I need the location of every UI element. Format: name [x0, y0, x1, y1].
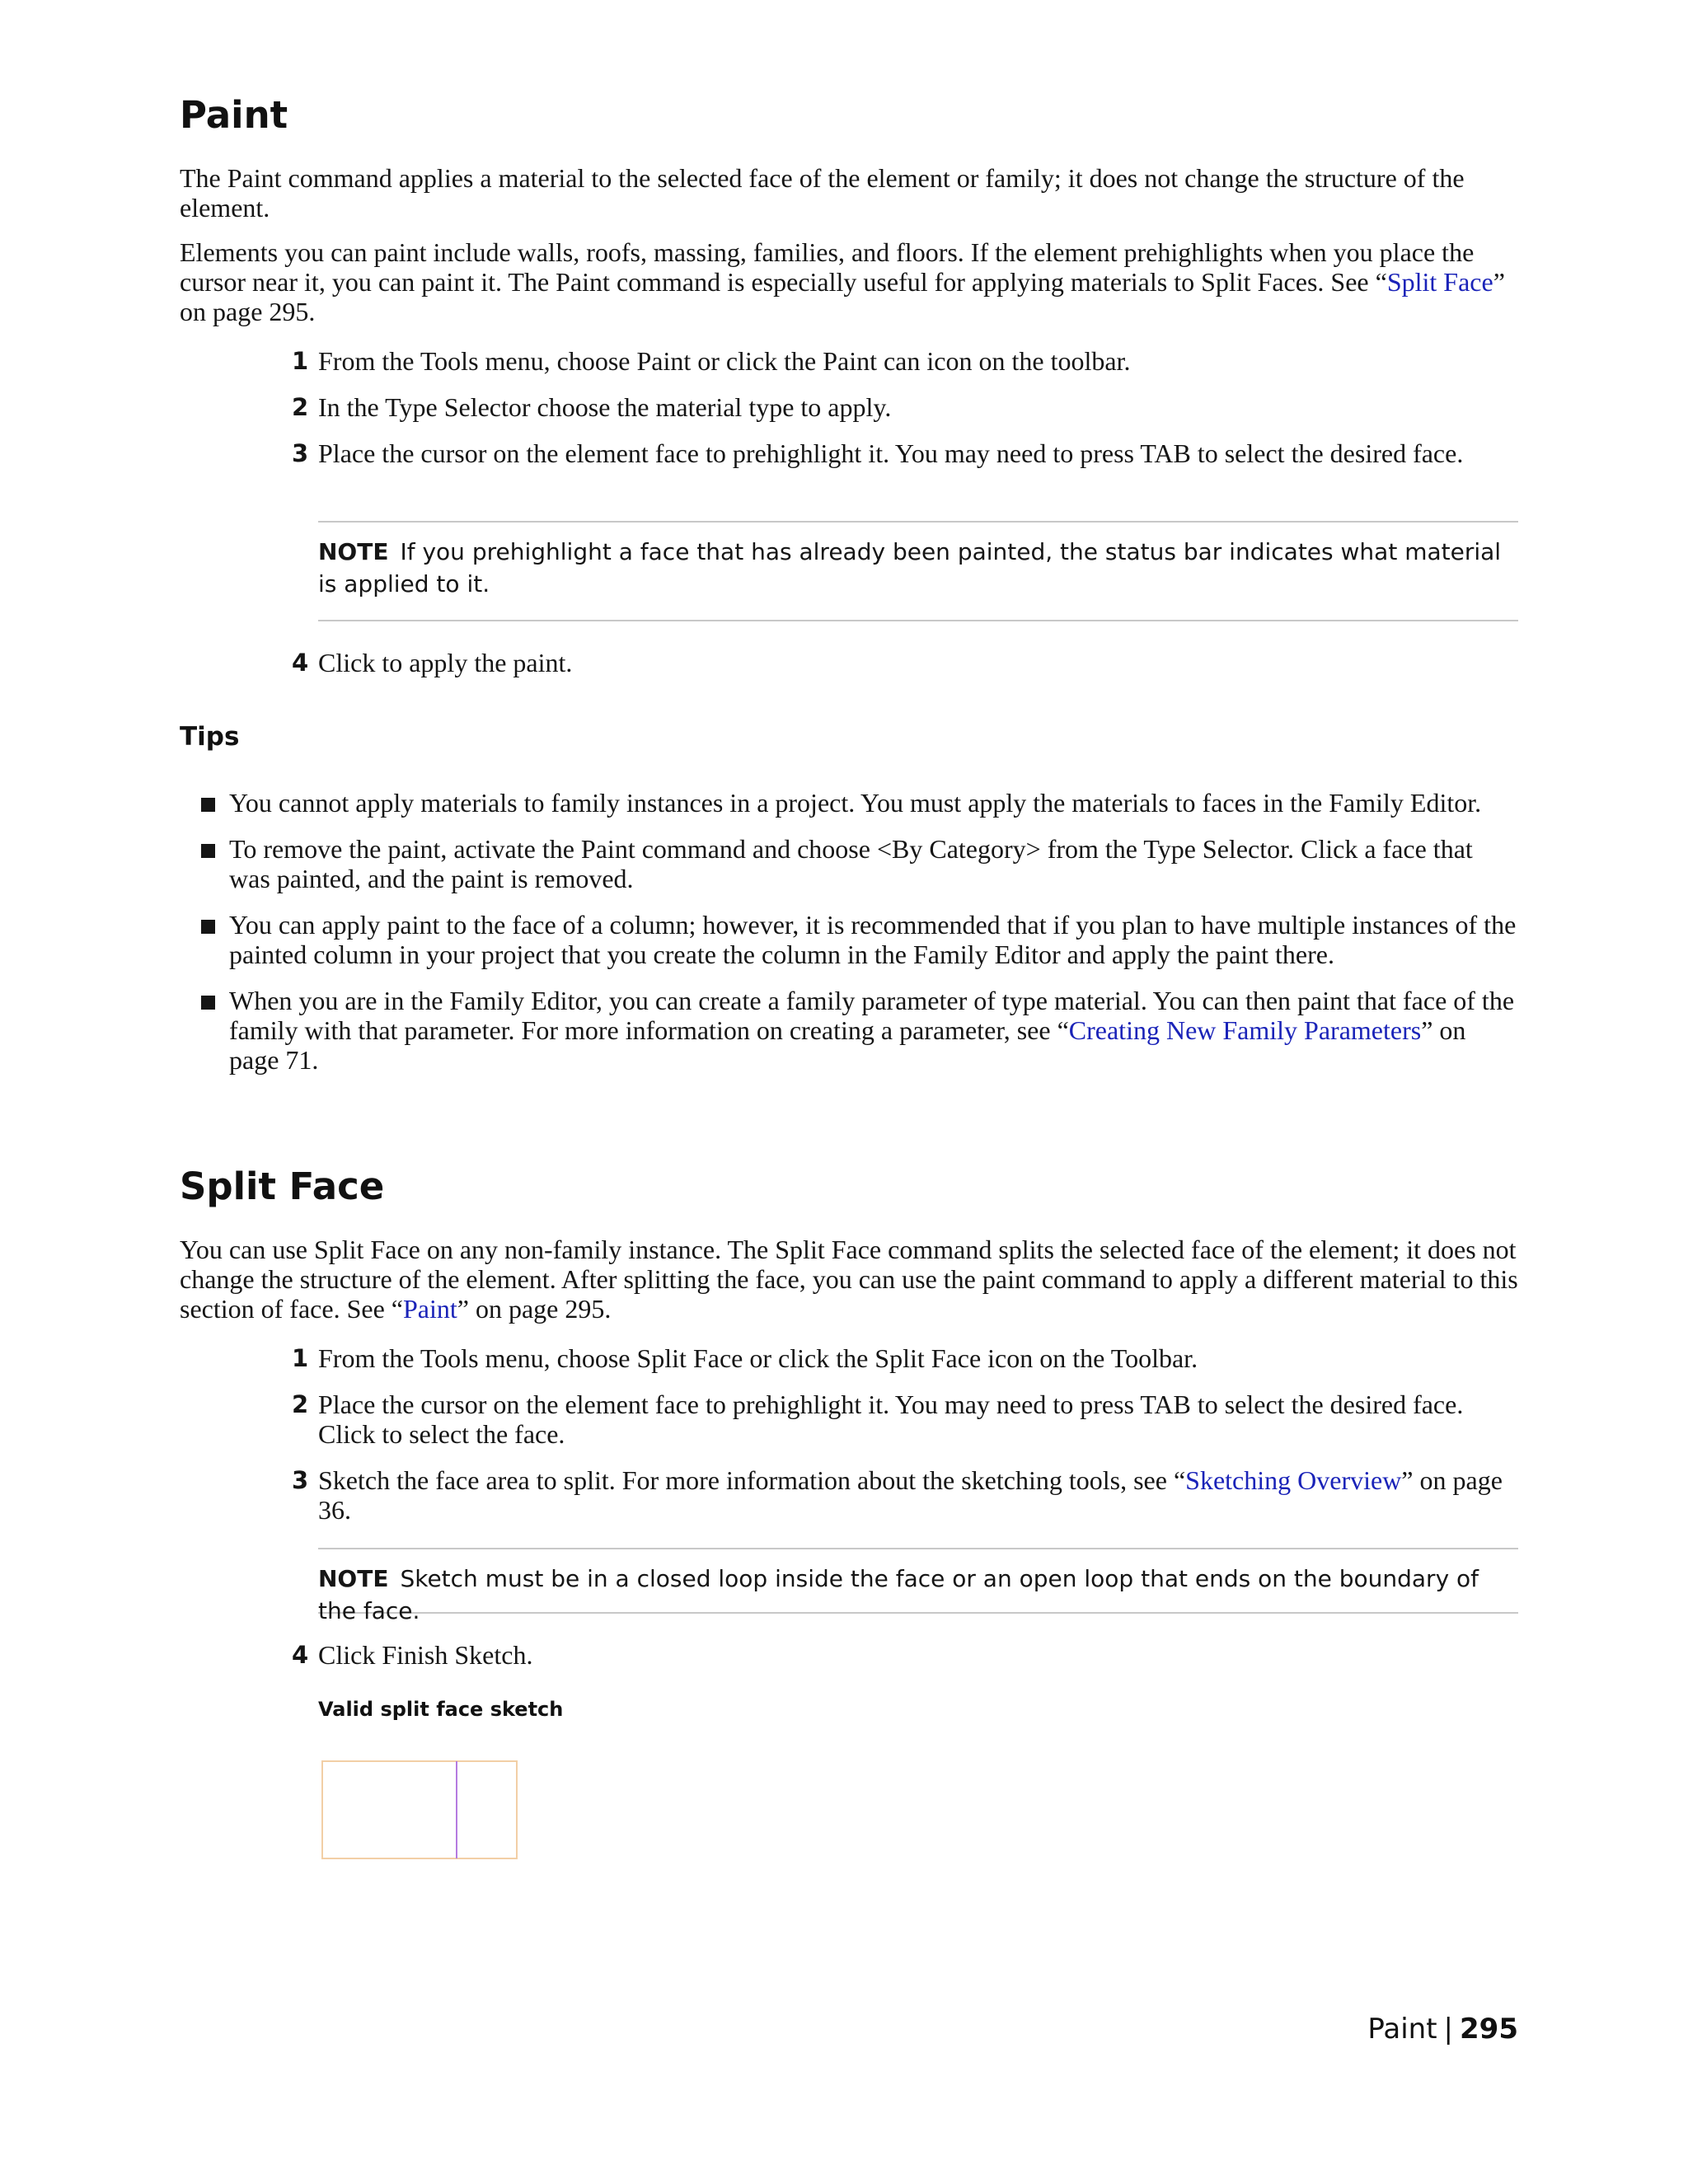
- tips-list: [198, 788, 1518, 1075]
- paint-step: [292, 648, 1518, 677]
- link-paint[interactable]: Paint: [402, 1294, 457, 1324]
- tip-text: To remove the paint, activate the Paint command and choose <By Category> from the Type Selector. Click a face that was painted, and the paint is removed.: [229, 834, 1473, 893]
- split-face-step: [292, 1390, 1518, 1449]
- step-number: 3: [292, 1466, 309, 1494]
- step-number: 4: [292, 1641, 309, 1669]
- split-face-paragraph-text-a: You can use Split Face on any non-family instance. The Split Face command splits the selected face of the element; it does not change the structure of the element. After splitting the face, you can use the paint command to apply a different material to this section of face. See “: [180, 1235, 1518, 1324]
- step-text: From the Tools menu, choose Split Face or click the Split Face icon on the Toolbar.: [318, 1343, 1198, 1373]
- footer-separator: |: [1443, 2013, 1454, 2046]
- step-number: 1: [292, 1344, 309, 1372]
- bullet-square-icon: [201, 996, 215, 1010]
- split-face-step: [292, 1640, 1518, 1670]
- footer-section-title: Paint: [1367, 2013, 1437, 2046]
- tip-item: [198, 910, 1518, 969]
- heading-tips: Tips: [180, 722, 240, 752]
- split-face-step: [292, 1465, 1518, 1525]
- step-text: From the Tools menu, choose Paint or click the Paint can icon on the toolbar.: [318, 346, 1131, 376]
- paint-paragraph-2-text-b: ” on page 295.: [180, 267, 1505, 326]
- split-face-step: [292, 1343, 1518, 1373]
- step-number: 1: [292, 347, 309, 375]
- note-label: NOTE: [318, 538, 389, 565]
- link-split-face[interactable]: Split Face: [1386, 267, 1493, 297]
- tip-text: You cannot apply materials to family instances in a project. You must apply the materials to faces in the Family Editor.: [229, 788, 1482, 818]
- paint-step: [292, 346, 1518, 376]
- step-number: 2: [292, 1390, 309, 1418]
- note-label: NOTE: [318, 1565, 389, 1592]
- note-text: Sketch must be in a closed loop inside the face or an open loop that ends on the boundary of the face.: [318, 1565, 1479, 1624]
- step-number: 4: [292, 649, 309, 677]
- step-text-a: Sketch the face area to split. For more information about the sketching tools, see “: [318, 1465, 1186, 1495]
- paint-paragraph-1: The Paint command applies a material to the selected face of the element or family; it does not change the structure of the element.: [180, 163, 1465, 223]
- bullet-square-icon: [201, 920, 215, 934]
- step-number: 3: [292, 439, 309, 467]
- tip-item: [198, 986, 1518, 1075]
- page-number: 295: [1460, 2013, 1518, 2046]
- tip-text-a: When you are in the Family Editor, you can create a family parameter of type material. You can then paint that face of the family with that parameter. For more information on creating a parameter, see “: [229, 986, 1515, 1045]
- link-creating-new-family-parameters[interactable]: Creating New Family Parameters: [1068, 1015, 1422, 1045]
- paint-paragraph-2-text-a: Elements you can paint include walls, roofs, massing, families, and floors. If the element prehighlights when you place the cursor near it, you can paint it. The Paint command is especially useful for applying materials to Split Faces. See “: [180, 237, 1475, 297]
- tip-text: You can apply paint to the face of a column; however, it is recommended that if you plan to have multiple instances of the painted column in your project that you create the column in the Family Editor and apply the paint there.: [229, 910, 1517, 969]
- heading-split-face: Split Face: [180, 1165, 385, 1208]
- split-face-step-4: [292, 1640, 1518, 1670]
- split-face-paragraph: [180, 1235, 1518, 1324]
- step-number: 2: [292, 393, 309, 421]
- split-face-paragraph-text-b: ” on page 295.: [457, 1294, 612, 1324]
- tip-item: [198, 834, 1518, 893]
- heading-paint: Paint: [180, 93, 288, 137]
- step-text: Click Finish Sketch.: [318, 1640, 533, 1670]
- split-face-sketch-figure: [321, 1760, 518, 1859]
- split-face-steps-1-3: [292, 1343, 1518, 1525]
- page-footer: [1367, 2013, 1518, 2046]
- bullet-square-icon: [201, 798, 215, 812]
- face-outline: [322, 1761, 517, 1858]
- step-text: Place the cursor on the element face to prehighlight it. You may need to press TAB to select the desired face.: [318, 438, 1464, 468]
- step-text: In the Type Selector choose the material type to apply.: [318, 392, 892, 422]
- tip-text-b: ” on page 71.: [229, 1015, 1466, 1075]
- paint-step: [292, 438, 1518, 468]
- paint-steps-1-3: [292, 346, 1518, 468]
- note-text: If you prehighlight a face that has already been painted, the status bar indicates what material is applied to it.: [318, 538, 1502, 598]
- step-text: Click to apply the paint.: [318, 648, 573, 677]
- bullet-square-icon: [201, 844, 215, 858]
- paint-step: [292, 392, 1518, 422]
- paint-paragraph-2: [180, 237, 1518, 326]
- figure-caption: Valid split face sketch: [318, 1698, 564, 1721]
- step-text-b: ” on page 36.: [318, 1465, 1503, 1525]
- tip-item: [198, 788, 1518, 818]
- step-text: Place the cursor on the element face to prehighlight it. You may need to press TAB to select the desired face. Click to select the face.: [318, 1390, 1464, 1449]
- split-face-note: [318, 1548, 1518, 1624]
- link-sketching-overview[interactable]: Sketching Overview: [1185, 1465, 1402, 1495]
- paint-note: [318, 521, 1518, 621]
- paint-step-4: [292, 648, 1518, 677]
